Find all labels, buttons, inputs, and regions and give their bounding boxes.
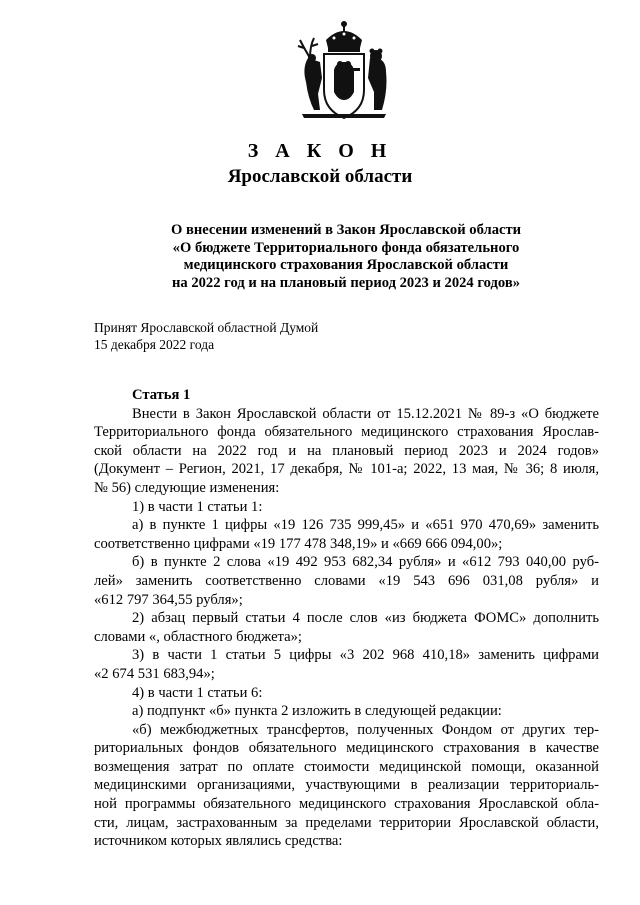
crown-icon: [326, 21, 362, 52]
article-line: медицинскими организациями, участвующими в реализации территориаль-: [94, 777, 599, 794]
article-line: ной программы обязательного медицинского страхования Ярославской обла-: [94, 796, 599, 813]
article-line: б) в пункте 2 слова «19 492 953 682,34 рубля» и «612 793 040,00 руб-: [132, 554, 599, 571]
article-1: [94, 386, 599, 851]
article-line: источником которых являлись средства:: [94, 833, 343, 850]
article-line: «2 674 531 683,94»;: [94, 665, 215, 682]
law-title-line: О внесении изменений в Закон Ярославской области: [170, 222, 522, 238]
article-line: возмещения затрат по оплате стоимости медицинской помощи, оказанной: [94, 758, 599, 775]
article-line: словами «, областного бюджета»;: [94, 628, 302, 645]
article-line: 4) в части 1 статьи 6:: [132, 684, 263, 701]
article-title: Статья 1: [132, 387, 191, 403]
law-title-line: на 2022 год и на плановый период 2023 и 2024 годов»: [171, 274, 521, 291]
shield-icon: [324, 54, 364, 118]
article-line: Внести в Закон Ярославской области от 15.12.2021 № 89-з «О бюджете: [132, 405, 599, 422]
article-line: сти, лицам, застрахованным за пределами территории Ярославской области,: [94, 814, 599, 831]
article-line: Территориального фонда обязательного медицинского страхования Ярослав-: [94, 424, 599, 441]
law-title: [120, 222, 572, 292]
law-title-line: «О бюджете Территориального фонда обязательного: [172, 239, 520, 256]
coat-of-arms-emblem: [288, 18, 400, 128]
article-line: а) в пункте 1 цифры «19 126 735 999,45» и «651 970 470,69» заменить: [132, 517, 599, 534]
article-line: «612 797 364,55 рубля»;: [94, 591, 243, 608]
article-line: риториальных фондов обязательного медицинского страхования в качестве: [94, 740, 599, 757]
article-line: (Документ – Регион, 2021, 17 декабря, № 101-а; 2022, 13 мая, № 36; 8 июля,: [94, 461, 599, 478]
article-line: 2) абзац первый статьи 4 после слов «из бюджета ФОМС» дополнить: [132, 610, 599, 627]
document-type-heading: З А К О Н: [247, 140, 393, 162]
article-line: «б) межбюджетных трансфертов, полученных Фондом от других тер-: [132, 721, 599, 738]
article-line: лей» заменить соответственно словами «19 543 696 031,08 рубля» и: [94, 572, 599, 589]
law-title-line: медицинского страхования Ярославской области: [183, 257, 509, 273]
article-line: а) подпункт «б» пункта 2 изложить в следующей редакции:: [132, 703, 502, 720]
deer-supporter-icon: [298, 38, 322, 110]
article-line: ской области на 2022 год и на плановый период 2023 и 2024 годов»: [94, 442, 599, 459]
bear-supporter-icon: [368, 49, 387, 111]
article-line: соответственно цифрами «19 177 478 348,19» и «669 666 094,00»;: [94, 535, 503, 552]
adoption-date: 15 декабря 2022 года: [94, 336, 215, 352]
adoption-body: Принят Ярославской областной Думой: [94, 320, 319, 335]
adoption-note: [94, 320, 318, 353]
article-line: 3) в части 1 статьи 5 цифры «3 202 968 410,18» заменить цифрами: [132, 647, 599, 664]
article-line: № 56) следующие изменения:: [94, 479, 280, 496]
region-heading: Ярославской области: [227, 166, 413, 187]
article-line: 1) в части 1 статьи 1:: [132, 498, 263, 515]
